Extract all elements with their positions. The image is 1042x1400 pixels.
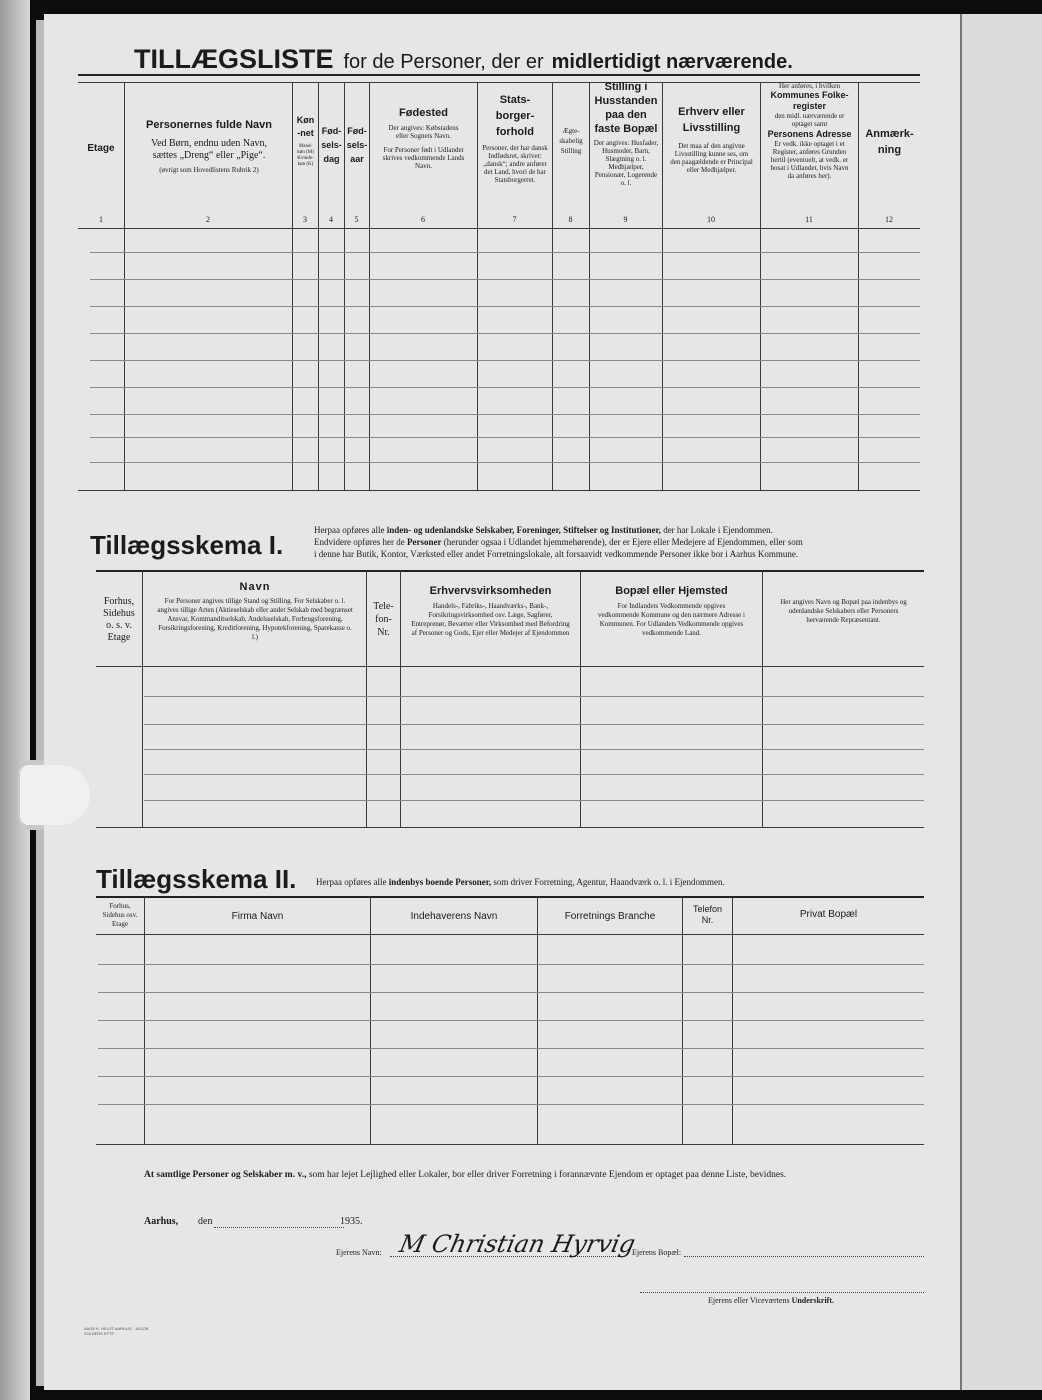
t1-rule <box>90 333 920 334</box>
s1-col-etage: Forhus, Sidehus o. s. v. Etage <box>103 596 135 643</box>
t1-col-fodselsaar: Fød-sels-aar <box>346 126 368 164</box>
t1-colnum: 7 <box>512 215 517 224</box>
s1-col-navn: Navn For Personer angives tillige Stand og Stilling. For Selskaber o. l. angives tillige Arten (Aktieselskab eller andet Selskab med begrænset Ansvar, Kommanditselskab, Andelsselskab, Forbrugsforening, Forsikringsforening, Kreditforening, Hypotekforening, Sparekasse o. l.) <box>157 581 353 641</box>
t1-rule <box>90 252 920 253</box>
form-page <box>44 14 960 1390</box>
schema1-header-bottom <box>96 666 924 667</box>
s2-col-indehaver: Indehaverens Navn <box>410 911 498 922</box>
signature-label: Ejerens eller Viceværtens Underskrift. <box>708 1296 835 1305</box>
t1-colnum: 12 <box>885 215 893 224</box>
t1-colnum: 6 <box>421 215 425 224</box>
s2-col-etage: Forhus, Sidehus osv. Etage <box>102 902 138 928</box>
t1-rule <box>90 387 920 388</box>
s1-col-erhverv: Erhvervsvirksomheden Handels-, Fabriks-, Haandværks-, Bank-, Forsikringsvirksomhed osv. Læge, Sagfører, Entreprenør, Beværter eller Virksomhed med Befordring af Personer og Gods, Ejer eller Medejer af Ejendommen <box>411 585 570 637</box>
t1-col-kon: Køn-net Mand-køn (M) Kvinde-køn (K) <box>296 115 315 167</box>
table1-bottom <box>78 490 920 491</box>
schema2-header-bottom <box>96 934 924 935</box>
t1-colnum: 3 <box>303 215 307 224</box>
schema1-bottom <box>96 827 924 828</box>
t1-col-aegteskab: Ægte-skabelig Stilling <box>559 127 583 155</box>
t1-col-erhverv: Erhverv eller Livsstilling Det maa af den angivne Livsstilling kunne ses, om den paagældende er Principal eller Medhjælper. <box>670 106 753 174</box>
t1-col-fodested: Fødested Der angives: Købstadens eller Sognets Navn. For Personer født i Udlandet skrives vedkommende Lands Navn. <box>382 107 465 170</box>
s1-col-bopael: Bopæl eller Hjemsted For Indlandets Vedkommende opgives vedkommende Kommune og den nærmere Adresse i Kommunen. For Udlandets Vedkommende opgives vedkommende Land. <box>598 585 745 637</box>
owner-address-line <box>684 1256 924 1257</box>
t1-colnum: 10 <box>707 215 715 224</box>
t1-col-fodselsdag: Fød-sels-dag <box>321 126 342 164</box>
t1-col-folkeregister: Her anføres, i hvilken Kommunes Folke-register den midl. nærværende er optaget samt Personens Adresse Er vedk. ikke optaget i et Register, anføres Grunden hertil (eventuelt, at vedk. er bosat i Udlandet, hvis Navn da anføres her). <box>767 82 852 180</box>
t1-div <box>124 82 125 490</box>
t1-rule <box>90 306 920 307</box>
s1-div <box>142 570 143 827</box>
schema2-intro: Herpaa opføres alle indenbys boende Personer, som driver Forretning, Agentur, Haandværk o. l. i Ejendommen. <box>316 877 725 887</box>
title-mid: for de Personer, der er <box>343 51 544 73</box>
s2-rule <box>98 992 924 993</box>
s2-col-bopael: Privat Bopæl <box>799 909 858 920</box>
t1-colnum: 4 <box>329 215 333 224</box>
t1-col-stilling: Stilling i Husstanden paa den faste Bopæl Der angives: Husfader, Husmoder, Barn, Slægtning o. l. Medhjælper, Pensionær, Logerende o. l. <box>593 81 659 187</box>
place-label: Aarhus, <box>144 1216 179 1227</box>
t1-colnum: 2 <box>206 215 210 224</box>
t1-col-statsborger: Stats-borger-forhold Personer, der har dansk Indfødsret, skriver: „dansk“; andre anfører det Land, hvori de har Statsborgerret. <box>482 94 548 184</box>
owner-signature: M Christian Hyrvig <box>397 1230 638 1258</box>
s2-rule <box>98 964 924 965</box>
t1-colnum: 8 <box>568 215 573 224</box>
s1-rule <box>144 774 924 775</box>
table1-header-bottom <box>78 228 920 229</box>
facing-page <box>960 14 1042 1390</box>
s1-rule <box>144 696 924 697</box>
t1-rule <box>90 437 920 438</box>
certification-text: At samtlige Personer og Selskaber m. v., som har lejet Lejlighed eller Lokaler, bor eller driver Forretning i forannævnte Ejendom er optaget paa denne Liste, bevidnes. <box>144 1170 787 1180</box>
table1-top-rule <box>78 74 920 76</box>
s1-col-telefon: Tele-fon-Nr. <box>373 601 394 638</box>
schema1-intro: Herpaa opføres alle inden- og udenlandske Selskaber, Foreninger, Stiftelser og Institutioner, der har Lokale i Ejendommen. Endvidere opføres her de Personer (herunder ogsaa i Udlandet hjemmehørende), der er Ejere eller Medejere af Ejendommen, eller som i denne har Butik, Kontor, Værksted eller andet Forretningslokale, alt forsaavidt vedkommende Personer ikke bor i Aarhus Kommune. <box>314 525 803 559</box>
t1-rule <box>90 360 920 361</box>
t1-rule <box>90 462 920 463</box>
s2-rule <box>98 1076 924 1077</box>
t1-colnum: 5 <box>354 215 359 224</box>
owner-name-label: Ejerens Navn: <box>336 1248 382 1257</box>
title-end: midlertidigt nærværende. <box>551 51 793 73</box>
s1-rule <box>144 724 924 725</box>
schema2-bottom <box>96 1144 924 1145</box>
s2-col-telefon: Telefon Nr. <box>692 904 723 925</box>
t1-colnum: 9 <box>623 215 628 224</box>
date-line <box>214 1227 344 1228</box>
t1-col-anmaerkning: Anmærk-ning <box>865 128 914 156</box>
paper-tab <box>20 765 90 825</box>
schema2-top-rule <box>96 896 924 898</box>
s2-col-branche: Forretnings Branche <box>564 911 656 922</box>
owner-address-label: Ejerens Bopæl: <box>632 1248 682 1257</box>
schema2-title: Tillægsskema II. <box>96 864 297 894</box>
t1-colnum: 11 <box>805 215 813 224</box>
s1-col-repraesentant: Her angives Navn og Bopæl paa indenbys og udenlandske Selskabers eller Personers herværende Repræsentant. <box>780 598 907 624</box>
printer-mark: AAGE K. HELST AARHUS · JACOB ZOLNERS EFTF. <box>84 1326 149 1336</box>
schema1-top-rule <box>96 570 924 572</box>
t1-colnum: 1 <box>99 215 103 224</box>
s2-rule <box>98 1020 924 1021</box>
t1-rule <box>90 279 920 280</box>
t1-rule <box>90 414 920 415</box>
title-main: TILLÆGSLISTE <box>134 44 334 74</box>
left-fold-shadow <box>0 0 30 1400</box>
s2-col-firma: Firma Navn <box>231 911 284 922</box>
year-label: 1935. <box>340 1216 363 1227</box>
t1-col-etage: Etage <box>87 143 115 154</box>
date-den-label: den <box>198 1216 213 1227</box>
s2-rule <box>98 1048 924 1049</box>
s1-rule <box>144 749 924 750</box>
s2-rule <box>98 1104 924 1105</box>
s1-rule <box>144 800 924 801</box>
schema1-title: Tillægsskema I. <box>90 530 284 560</box>
t1-col-name: Personernes fulde Navn Ved Børn, endnu uden Navn, sættes „Dreng“ eller „Pige“. (øvrigt som Hovedlistens Rubrik 2) <box>146 119 272 174</box>
signature-line <box>640 1292 924 1293</box>
